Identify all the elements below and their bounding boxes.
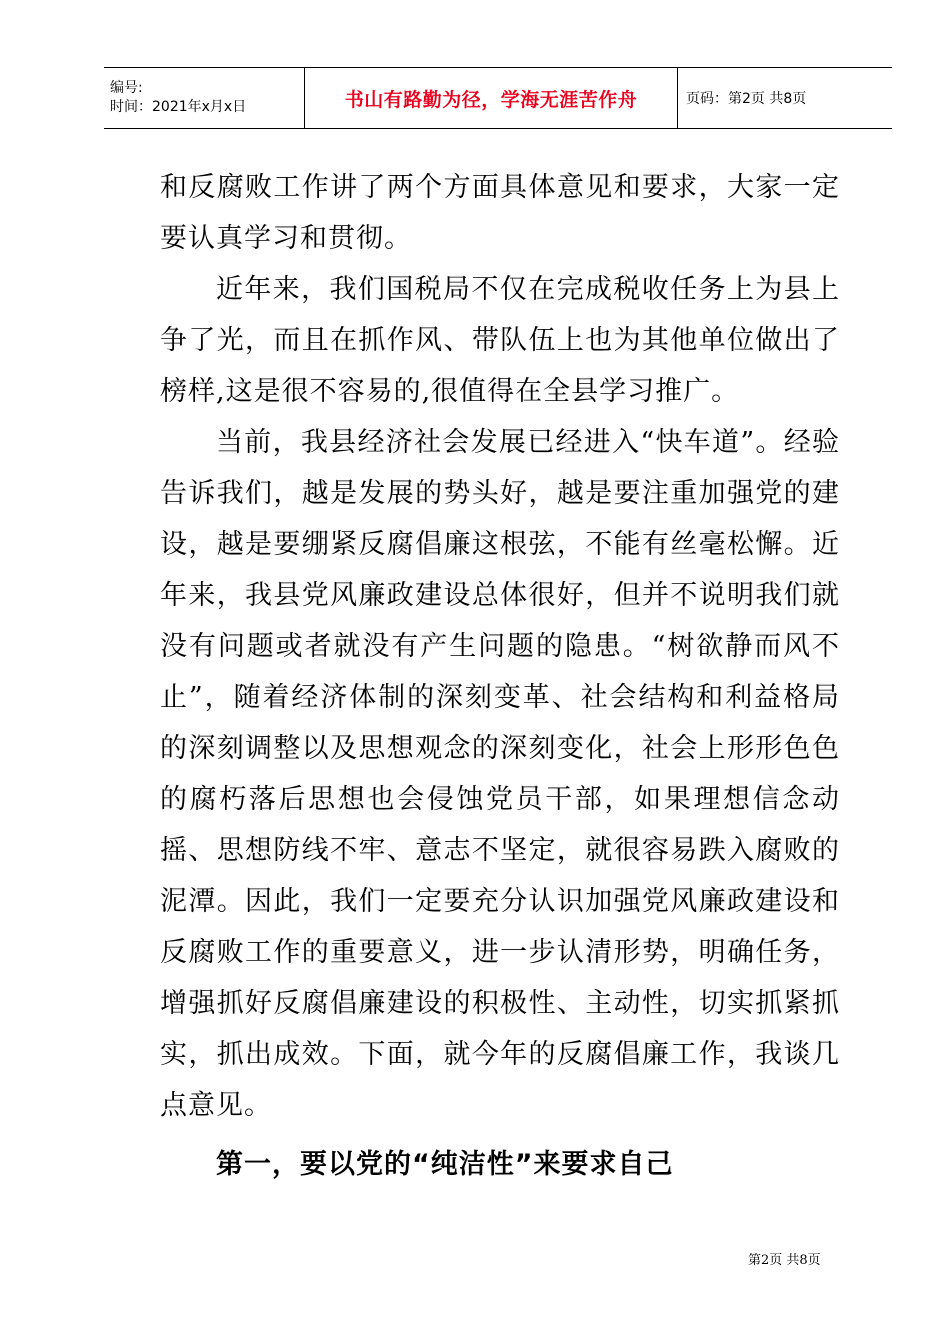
page-footer: 第2页 共8页 [748,1253,821,1268]
page-header [104,67,892,129]
time-label: 时间：2021年x月x日 [110,99,247,115]
header-page-cell [678,68,892,128]
page-label: 页码：第2页 共8页 [686,91,807,107]
paragraph-continuation: 和反腐败工作讲了两个方面具体意见和要求，大家一定要认真学习和贯彻。 [160,172,840,254]
motto-text: 书山有路勤为径，学海无涯苦作舟 [344,88,638,111]
header-motto-cell [304,68,678,128]
section-heading: 第一，要以党的“纯洁性”来要求自己 [216,1149,674,1180]
paragraph: 近年来，我们国税局不仅在完成税收任务上为县上争了光，而且在抓作风、带队伍上也为其他单位做出了榜样,这是很不容易的,很值得在全县学习推广。 [160,274,840,407]
paragraph: 当前，我县经济社会发展已经进入“快车道”。经验告诉我们，越是发展的势头好，越是要注重加强党的建设，越是要绷紧反腐倡廉这根弦，不能有丝毫松懈。近年来，我县党风廉政建设总体很好，但并不说明我们就没有问题或者就没有产生问题的隐患。“树欲静而风不止”，随着经济体制的深刻变革、社会结构和利益格局的深刻调整以及思想观念的深刻变化，社会上形形色色的腐朽落后思想也会侵蚀党员干部，如果理想信念动摇、思想防线不牢、意志不坚定，就很容易跌入腐败的泥潭。因此，我们一定要充分认识加强党风廉政建设和反腐败工作的重要意义，进一步认清形势，明确任务，增强抓好反腐倡廉建设的积极性、主动性，切实抓紧抓实，抓出成效。下面，就今年的反腐倡廉工作，我谈几点意见。 [160,427,840,1121]
document-body [160,162,840,1195]
header-meta [104,68,304,128]
number-label: 编号: [110,80,143,96]
